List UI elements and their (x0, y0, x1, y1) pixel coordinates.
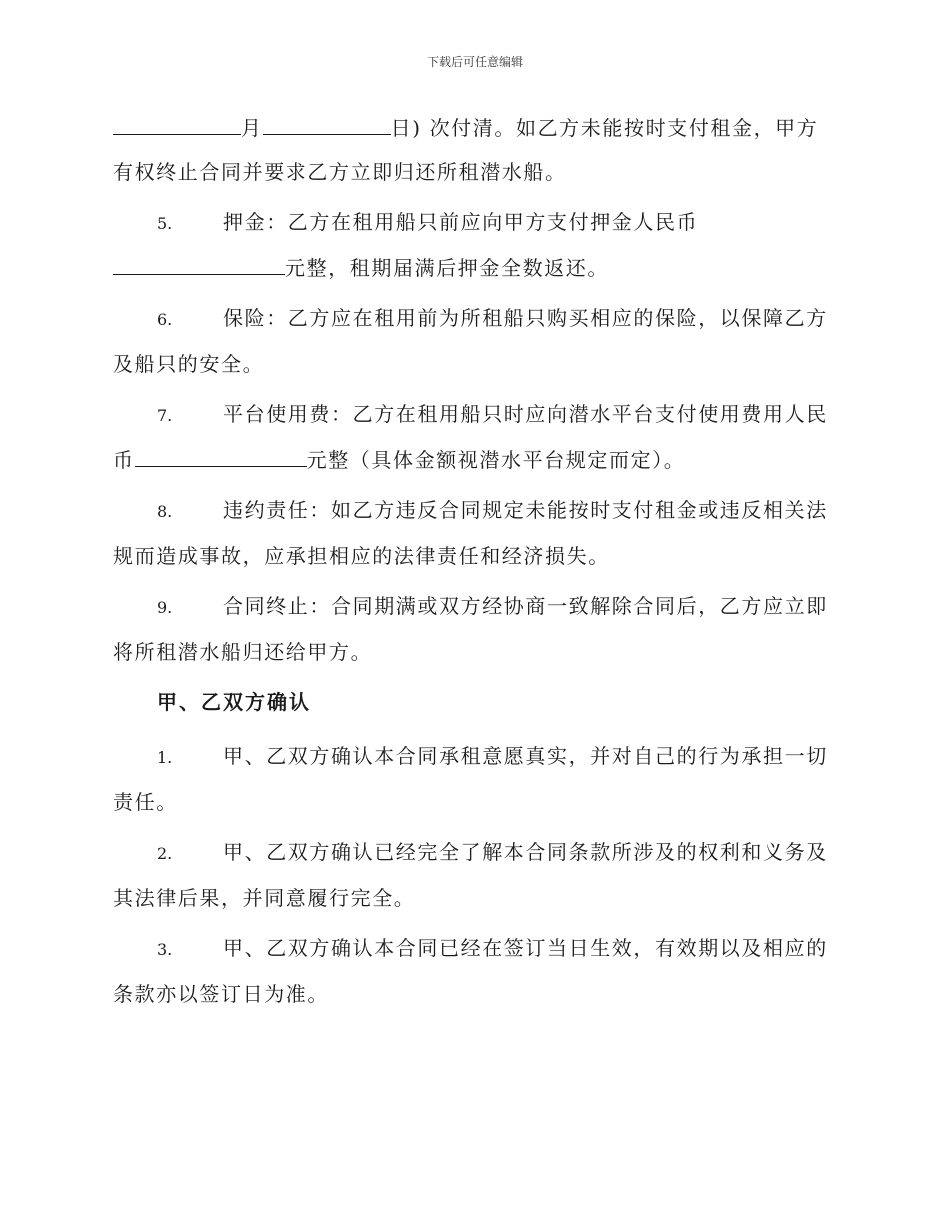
clause-line1: 保险：乙方应在租用前为所租船只购买相应的保险，以保障乙方 (223, 306, 828, 330)
clause-6 (113, 296, 837, 386)
blank-month (113, 108, 241, 135)
clause-line2: 元整（具体金额视潜水平台规定而定）。 (306, 448, 686, 472)
clause-line1: 违约责任：如乙方违反合同规定未能按时支付租金或违反相关法 (223, 498, 828, 522)
blank-platform-fee (135, 440, 307, 467)
blank-day (263, 108, 391, 135)
month-label: 月 (241, 116, 263, 140)
confirm-item-3 (113, 926, 837, 1016)
clause-line2-prefix: 币 (113, 448, 135, 472)
item-number: 1. (157, 748, 173, 767)
clause-line1: 押金：乙方在租用船只前应向甲方支付押金人民币 (223, 210, 699, 234)
clause-number: 8. (157, 502, 173, 521)
clause-line2: 将所租潜水船归还给甲方。 (113, 640, 373, 664)
page-header: 下载后可任意编辑 (426, 55, 523, 69)
item-line2: 条款亦以签订日为准。 (113, 982, 329, 1006)
clause-4-tail (113, 106, 837, 194)
clause-line2: 规而造成事故，应承担相应的法律责任和经济损失。 (113, 544, 610, 568)
clause-4-line1: 日) 次付清。如乙方未能按时支付租金，甲方 (390, 116, 819, 140)
clause-7 (113, 392, 837, 482)
item-number: 3. (157, 940, 173, 959)
clause-5 (113, 200, 837, 290)
clause-9 (113, 584, 837, 674)
confirm-item-1 (113, 734, 837, 824)
clause-number: 6. (157, 310, 173, 329)
clause-line1: 合同终止：合同期满或双方经协商一致解除合同后，乙方应立即 (223, 594, 828, 618)
clause-number: 9. (157, 598, 173, 617)
confirm-item-2 (113, 830, 837, 920)
blank-deposit-amount (113, 248, 285, 275)
clause-number: 5. (157, 214, 173, 233)
clause-number: 7. (157, 406, 173, 425)
item-line1: 甲、乙双方确认本合同已经在签订当日生效，有效期以及相应的 (223, 936, 828, 960)
item-line2: 其法律后果，并同意履行完全。 (113, 886, 416, 910)
document-body (113, 106, 837, 1022)
clause-8 (113, 488, 837, 578)
clause-4-line2: 有权终止合同并要求乙方立即归还所租潜水船。 (113, 160, 567, 184)
clause-line2: 及船只的安全。 (113, 352, 265, 376)
clause-line1: 平台使用费：乙方在租用船只时应向潜水平台支付使用费用人民 (223, 402, 828, 426)
item-line1: 甲、乙双方确认本合同承租意愿真实，并对自己的行为承担一切 (223, 744, 828, 768)
item-number: 2. (157, 844, 173, 863)
section-title: 甲、乙双方确认 (157, 690, 311, 714)
item-line1: 甲、乙双方确认已经完全了解本合同条款所涉及的权利和义务及 (223, 840, 828, 864)
item-line2: 责任。 (113, 790, 178, 814)
clause-line2: 元整，租期届满后押金全数返还。 (285, 256, 609, 280)
